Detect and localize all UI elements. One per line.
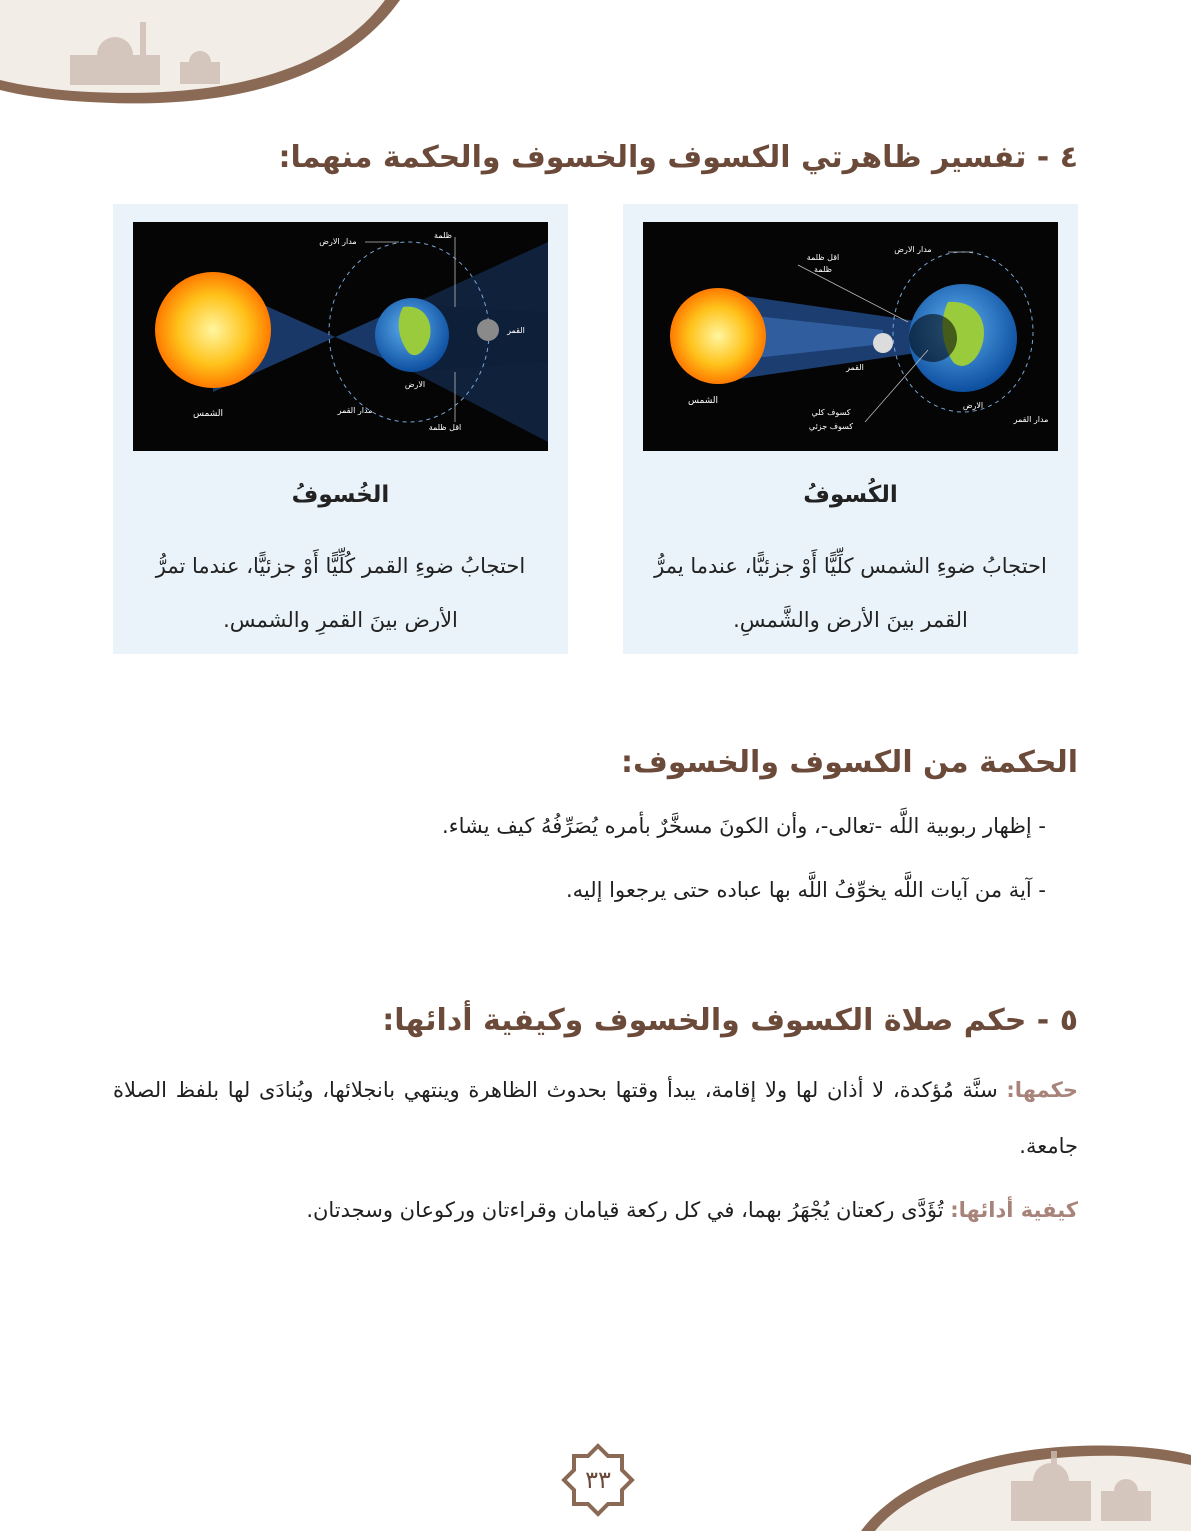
diagram-label-penumbra: اقل ظلمة bbox=[806, 253, 840, 262]
sun-shape bbox=[155, 272, 271, 388]
ruling-paragraph bbox=[113, 1062, 1078, 1174]
solar-eclipse-card bbox=[623, 204, 1078, 654]
moon-shape bbox=[477, 319, 499, 341]
page-number-frame bbox=[560, 1442, 636, 1518]
section-4-heading: ٤ - تفسير ظاهرتي الكسوف والخسوف والحكمة منهما: bbox=[278, 140, 1078, 175]
diagram-label-moon: القمر bbox=[846, 363, 864, 372]
diagram-label-moon: القمر bbox=[507, 326, 525, 335]
lunar-eclipse-description: احتجابُ ضوءِ القمر كُلِّيًّا أَوْ جزئيًّا، عندما تمرُّ الأرض بينَ القمرِ والشمس. bbox=[155, 554, 526, 632]
diagram-label-moon-orbit: مدار القمر bbox=[337, 406, 373, 415]
diagram-label-earth-orbit: مدار الارض bbox=[319, 237, 357, 246]
lunar-eclipse-card bbox=[113, 204, 568, 654]
diagram-label-earth-orbit: مدار الارض bbox=[894, 245, 932, 254]
decorative-corner-top bbox=[0, 0, 400, 115]
solar-eclipse-title: الكُسوفُ bbox=[803, 482, 898, 508]
diagram-label-earth: الارض bbox=[962, 401, 984, 410]
lunar-eclipse-title: الخُسوفُ bbox=[291, 482, 390, 508]
manner-paragraph bbox=[113, 1182, 1078, 1238]
lunar-eclipse-diagram bbox=[133, 222, 548, 451]
wisdom-item-2: - آية من آيات اللَّه يخوِّفُ اللَّه بها عباده حتى يرجعوا إليه. bbox=[565, 878, 1046, 902]
wisdom-heading: الحكمة من الكسوف والخسوف: bbox=[620, 745, 1078, 780]
diagram-label-umbra: ظلمة bbox=[434, 231, 452, 240]
diagram-label-total: كسوف كلي bbox=[811, 408, 851, 417]
manner-label: كيفية أدائها: bbox=[950, 1198, 1078, 1222]
diagram-label-penumbra: اقل ظلمة bbox=[428, 423, 462, 432]
solar-eclipse-diagram bbox=[643, 222, 1058, 451]
moon-shape bbox=[873, 333, 893, 353]
diagram-label-earth: الارض bbox=[404, 380, 426, 389]
manner-text: تُؤَدَّى ركعتان يُجْهَرُ بهما، في كل ركعة قيامان وقراءتان وركوعان وسجدتان. bbox=[306, 1198, 944, 1222]
diagram-label-umbra: ظلمة bbox=[814, 265, 832, 274]
diagram-label-moon-orbit: مدار القمر bbox=[1013, 415, 1049, 424]
wisdom-item-1: - إظهار ربوبية اللَّه -تعالى-، وأن الكونَ مسخَّرٌ بأمره يُصَرِّفُهُ كيف يشاء. bbox=[442, 814, 1046, 838]
ruling-text: سنَّة مُؤكدة، لا أذان لها ولا إقامة، يبدأ وقتها بحدوث الظاهرة وينتهي بانجلائها، ويُنادَى لها بلفظ الصلاة جامعة. bbox=[113, 1078, 1078, 1158]
sun-shape bbox=[670, 288, 766, 384]
page-number: ٣٣ bbox=[585, 1466, 611, 1494]
diagram-label-sun: الشمس bbox=[193, 409, 223, 419]
section-5-heading: ٥ - حكم صلاة الكسوف والخسوف وكيفية أدائها: bbox=[382, 1003, 1078, 1038]
solar-eclipse-description: احتجابُ ضوءِ الشمس كلِّيًّا أَوْ جزئيًّا، عندما يمرُّ القمر بينَ الأرض والشَّمسِ. bbox=[654, 554, 1047, 632]
ruling-label: حكمها: bbox=[1006, 1078, 1078, 1102]
diagram-label-partial: كسوف جزئي bbox=[808, 422, 854, 431]
diagram-label-sun: الشمس bbox=[688, 396, 718, 406]
decorative-corner-bottom bbox=[861, 1421, 1191, 1531]
